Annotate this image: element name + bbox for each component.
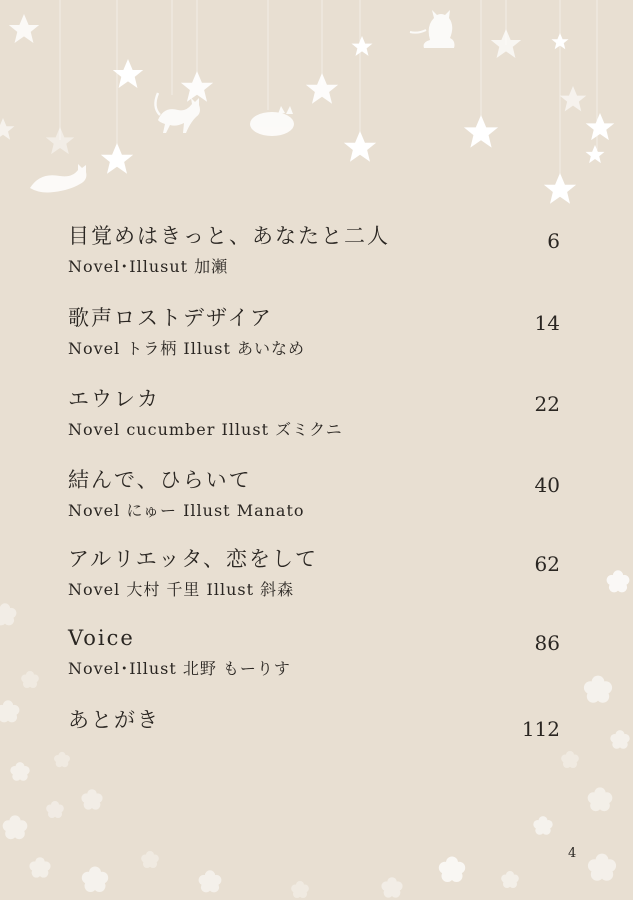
toc-entry[interactable] (68, 706, 564, 741)
entry-credit: Novel 大村 千里 Illust 斜森 (68, 580, 295, 599)
entry-page-number: 6 (547, 229, 560, 253)
entry-credit: Novel･Illust 北野 もーりす (68, 659, 291, 678)
toc-entry[interactable] (68, 304, 564, 360)
entry-title: Voice (68, 626, 135, 650)
entry-page-number: 40 (534, 473, 560, 497)
entry-title: あとがき (68, 708, 160, 732)
entry-page-number: 86 (534, 631, 560, 655)
entry-title: アルリエッタ、恋をして (68, 547, 319, 571)
entry-title: エウレカ (68, 387, 160, 411)
entry-page-number: 22 (534, 392, 560, 416)
entry-credit: Novel トラ柄 Illust あいなめ (68, 339, 306, 358)
toc-entry[interactable] (68, 545, 564, 601)
entry-page-number: 14 (534, 311, 560, 335)
entry-credit: Novel cucumber Illust ズミクニ (68, 420, 343, 439)
entry-page-number: 112 (521, 717, 560, 741)
toc-entry[interactable] (68, 466, 564, 522)
entry-credit: Novel にゅー Illust Manato (68, 501, 305, 520)
toc-entry[interactable] (68, 624, 564, 680)
entry-credit: Novel･Illusut 加瀬 (68, 257, 229, 276)
entry-title: 目覚めはきっと、あなたと二人 (68, 224, 390, 248)
entry-title: 歌声ロストデザイア (68, 306, 273, 330)
entry-page-number: 62 (534, 552, 560, 576)
toc-entry[interactable] (68, 222, 564, 278)
page-number: 4 (568, 846, 577, 861)
toc-entry[interactable] (68, 385, 564, 441)
entry-title: 結んで、ひらいて (68, 468, 252, 492)
